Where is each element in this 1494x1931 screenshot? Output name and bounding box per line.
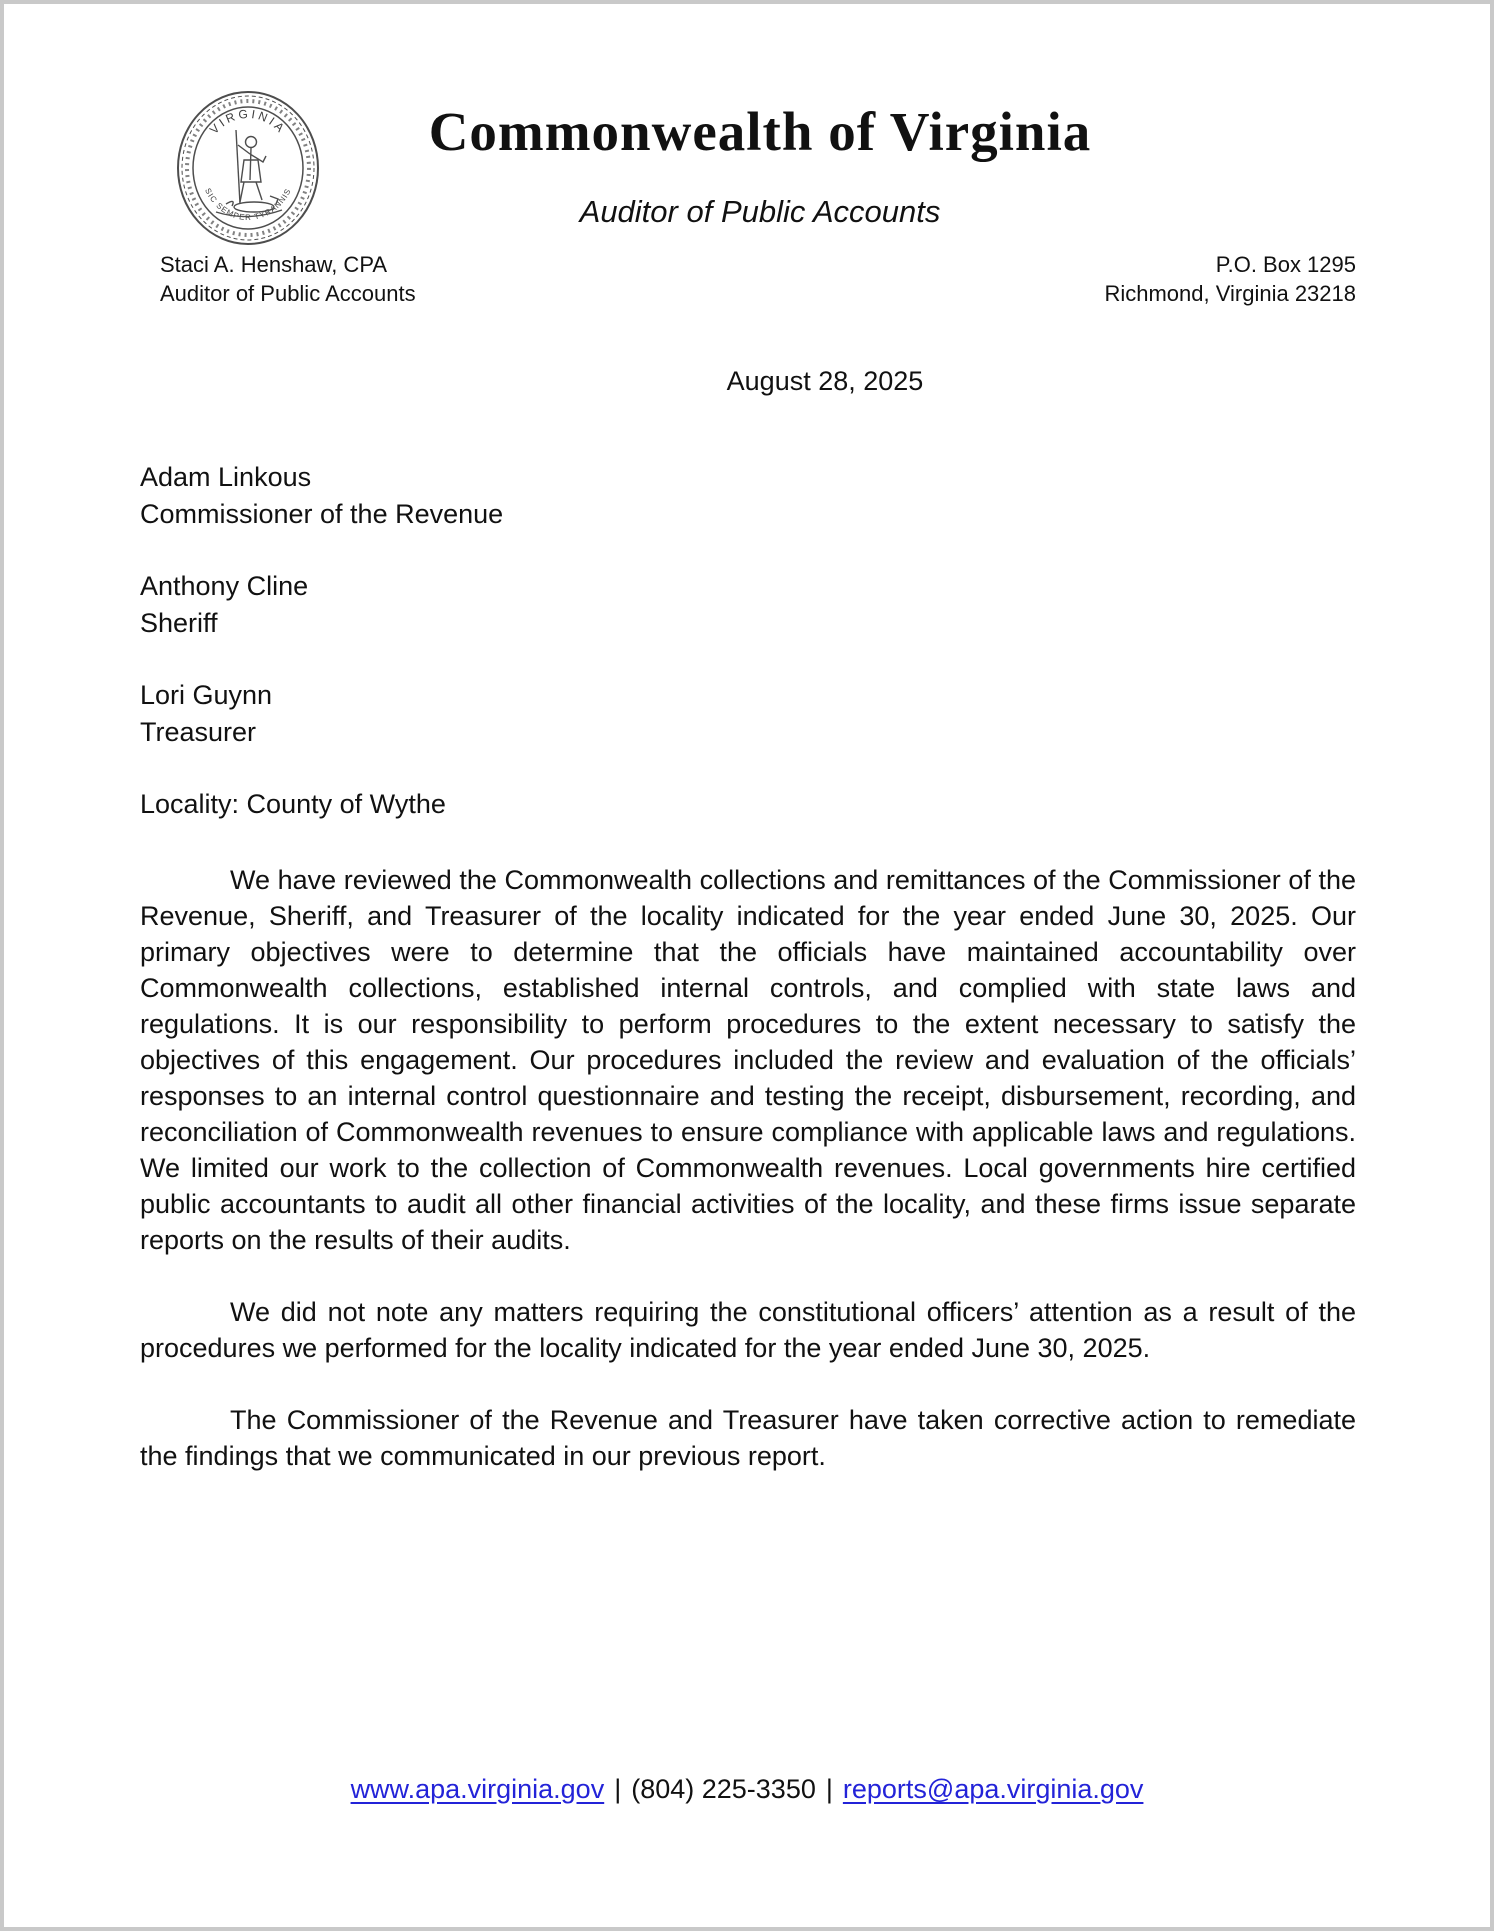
footer-separator-1: | (614, 1774, 622, 1804)
recipient-3-title: Treasurer (140, 717, 257, 747)
recipient-1 (140, 459, 503, 533)
seal-top-label: VIRGINIA (206, 106, 290, 137)
seal-bottom-motto: SIC SEMPER TYRANNIS (203, 186, 293, 223)
locality-line: Locality: County of Wythe (140, 789, 446, 819)
address-po-box: P.O. Box 1295 (1215, 252, 1356, 277)
paragraph-1: We have reviewed the Commonwealth collections and remittances of the Commissioner of the Revenue, Sheriff, and Treasurer of the locality indicated for the year ended June 30, 2025. Our primary objectives were to determine that the officials have maintained accountability over Commonwealth collections, established internal controls, and complied with state laws and regulations. It is our responsibility to perform procedures to the extent necessary to satisfy the objectives of this engagement. Our procedures included the review and evaluation of the officials’ responses to an internal control questionnaire and testing the receipt, disbursement, recording, and reconciliation of Commonwealth revenues to ensure compliance with applicable laws and regulations. We limited our work to the collection of Commonwealth revenues. Local governments hire certified public accountants to audit all other financial activities of the locality, and these firms issue separate reports on the results of their audits. (140, 865, 1356, 1255)
letter-date: August 28, 2025 (726, 366, 924, 396)
recipient-3 (140, 677, 503, 751)
recipient-2-name: Anthony Cline (140, 571, 309, 601)
official-name: Staci A. Henshaw, CPA (160, 252, 388, 277)
paragraph-3: The Commissioner of the Revenue and Treasurer have taken corrective action to remediate the findings that we communicated in our previous report. (140, 1405, 1356, 1471)
recipient-2-title: Sheriff (140, 608, 218, 638)
official-contact-block (160, 250, 416, 308)
website-link[interactable]: www.apa.virginia.gov (350, 1774, 605, 1804)
paragraph-2: We did not note any matters requiring the constitutional officers’ attention as a result of the procedures we performed for the locality indicated for the year ended June 30, 2025. (140, 1297, 1356, 1363)
recipient-3-name: Lori Guynn (140, 680, 273, 710)
org-division: Auditor of Public Accounts (579, 194, 941, 229)
footer-separator-2: | (825, 1774, 833, 1804)
recipient-1-title: Commissioner of the Revenue (140, 499, 504, 529)
recipient-block (140, 459, 503, 823)
address-city: Richmond, Virginia 23218 (1104, 281, 1356, 306)
org-name: Commonwealth of Virginia (428, 101, 1092, 162)
office-address-block (1104, 250, 1356, 308)
letter-body (140, 862, 1356, 1510)
recipient-2 (140, 568, 503, 642)
footer-phone: (804) 225-3350 (631, 1774, 816, 1804)
email-link[interactable]: reports@apa.virginia.gov (842, 1774, 1144, 1804)
recipient-1-name: Adam Linkous (140, 462, 312, 492)
official-title: Auditor of Public Accounts (160, 281, 416, 306)
footer (4, 1774, 1490, 1805)
